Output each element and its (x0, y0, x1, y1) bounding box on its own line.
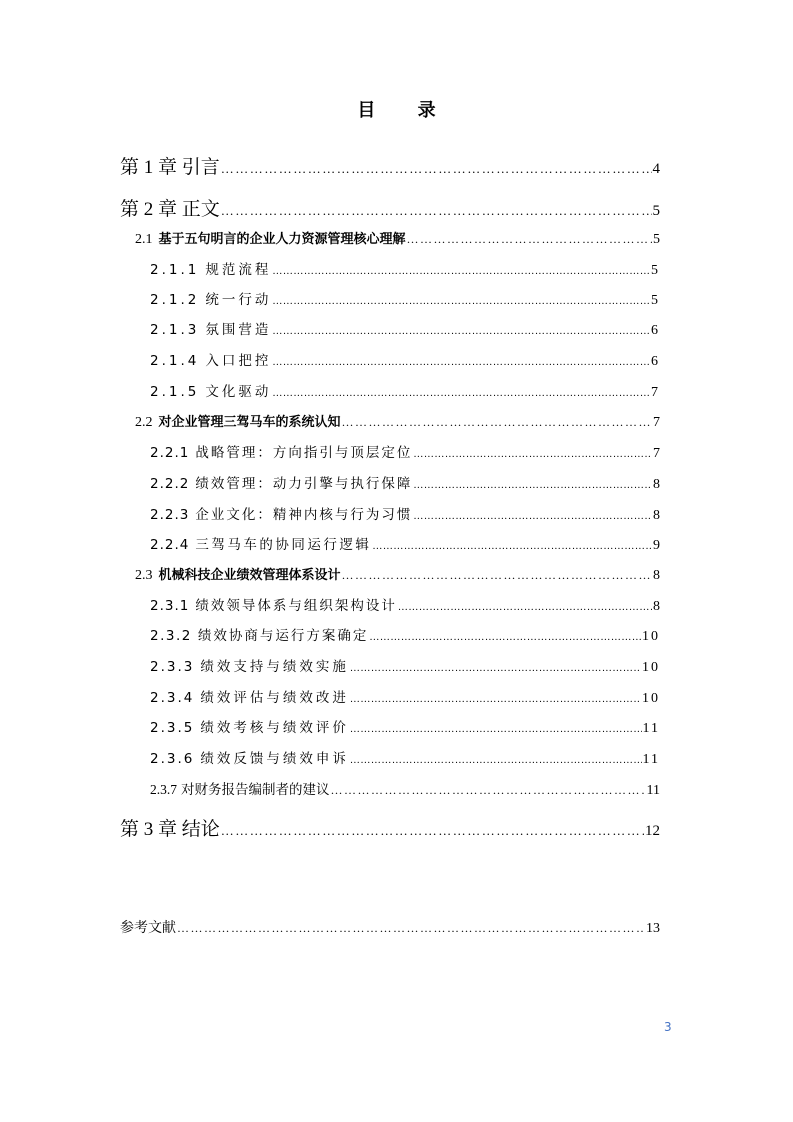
toc-entry-page: 8 (653, 508, 660, 523)
toc-title: 目 录 (357, 100, 454, 121)
toc-entry-2-2-2[interactable] (150, 472, 660, 493)
dot-leader (272, 326, 650, 337)
toc-entry-number: 2.2.1 (150, 445, 190, 461)
dot-leader (350, 724, 642, 735)
toc-entry-page: 12 (645, 823, 660, 839)
toc-entry-page: 7 (651, 385, 660, 400)
dot-leader (272, 266, 650, 277)
toc-entry-page: 10 (642, 691, 660, 706)
toc-entry-text: 基于五句明言的企业人力资源管理核心理解 (158, 232, 406, 247)
toc-entry-section-2-3[interactable] (135, 564, 660, 584)
toc-entry-page: 10 (642, 660, 660, 675)
toc-entry-number: 2.1.3 (150, 322, 200, 338)
toc-entry-number: 2.2.2 (150, 476, 190, 492)
toc-entry-page: 7 (653, 446, 660, 461)
toc-entry-text: 机械科技企业绩效管理体系设计 (158, 568, 341, 583)
toc-entry-text: 正文 (181, 199, 220, 220)
toc-entry-2-1-2[interactable] (150, 288, 660, 309)
toc-entry-2-3-4[interactable] (150, 686, 660, 707)
toc-entry-2-3-5[interactable] (150, 716, 660, 737)
dot-leader (342, 415, 652, 430)
dot-leader (369, 632, 641, 643)
toc-entry-text: 引言 (181, 157, 220, 178)
toc-entry-number: 2.3.1 (150, 598, 190, 614)
toc-entry-text: 绩效管理：动力引擎与执行保障 (195, 476, 413, 492)
toc-entry-page: 5 (653, 232, 660, 247)
toc-entry-page: 6 (651, 323, 660, 338)
toc-entry-2-3-2[interactable] (150, 624, 660, 645)
dot-leader (177, 921, 645, 936)
toc-entry-number: 2.3.2 (150, 628, 192, 644)
dot-leader (407, 232, 652, 247)
toc-entry-text: 入口把控 (205, 353, 272, 369)
toc-entry-text: 规范流程 (205, 262, 272, 278)
toc-entry-2-3-1[interactable] (150, 594, 660, 615)
toc-entry-2-2-1[interactable] (150, 441, 660, 462)
toc-entry-page: 6 (651, 354, 660, 369)
dot-leader (350, 755, 642, 766)
toc-entry-section-2-2[interactable] (135, 411, 660, 431)
toc-entry-number: 2.3.3 (150, 659, 195, 675)
toc-entry-text: 统一行动 (205, 292, 272, 308)
dot-leader (413, 511, 652, 522)
toc-entry-number: 2.3.4 (150, 690, 195, 706)
toc-entry-number: 2.2.4 (150, 537, 190, 553)
toc-entry-number: 2.2 (135, 415, 153, 430)
toc-entry-number: 2.1 (135, 232, 153, 247)
toc-entry-number: 2.3.6 (150, 751, 195, 767)
toc-entry-text: 结论 (181, 819, 220, 840)
toc-entry-text: 战略管理：方向指引与顶层定位 (195, 445, 413, 461)
toc-entry-page: 10 (642, 629, 660, 644)
toc-entry-page: 11 (646, 783, 660, 798)
toc-entry-page: 5 (651, 293, 660, 308)
toc-entry-number: 2.1.5 (150, 384, 200, 400)
toc-entry-number: 2.2.3 (150, 507, 190, 523)
page-number: 3 (664, 1020, 672, 1034)
toc-entry-number: 2.3.5 (150, 720, 195, 736)
toc-entry-text: 对企业管理三驾马车的系统认知 (158, 415, 341, 430)
toc-entry-2-3-6[interactable] (150, 747, 660, 768)
dot-leader (221, 161, 652, 177)
dot-leader (331, 783, 646, 798)
toc-entry-page: 8 (653, 568, 660, 583)
toc-entry-text: 绩效协商与运行方案确定 (197, 628, 369, 644)
toc-entry-text: 三驾马车的协同运行逻辑 (195, 537, 372, 553)
toc-entry-2-2-3[interactable] (150, 503, 660, 524)
toc-entry-2-1-3[interactable] (150, 318, 660, 339)
dot-leader (398, 602, 652, 613)
toc-entry-number: 2.3 (135, 568, 153, 583)
toc-entry-2-3-3[interactable] (150, 655, 660, 676)
toc-entry-2-1-1[interactable] (150, 258, 660, 279)
dot-leader (342, 568, 652, 583)
dot-leader (350, 663, 641, 674)
dot-leader (413, 449, 652, 460)
toc-entry-page: 8 (653, 599, 660, 614)
toc-entry-chapter-2[interactable] (120, 194, 660, 221)
toc-entry-number: 2.1.4 (150, 353, 200, 369)
toc-entry-text: 绩效支持与绩效实施 (200, 659, 349, 675)
toc-entry-number: 第 3 章 (120, 819, 178, 840)
toc-entry-page: 11 (642, 721, 660, 736)
dot-leader (272, 388, 650, 399)
toc-entry-text: 绩效反馈与绩效申诉 (200, 751, 349, 767)
dot-leader (272, 357, 650, 368)
toc-entry-2-3-7[interactable] (150, 778, 660, 799)
dot-leader (350, 694, 641, 705)
toc-entry-chapter-1[interactable] (120, 152, 660, 179)
toc-entry-page: 8 (653, 477, 660, 492)
dot-leader (372, 541, 652, 552)
toc-entry-page: 5 (652, 203, 660, 219)
toc-entry-page: 11 (642, 752, 660, 767)
toc-entry-text: 绩效领导体系与组织架构设计 (195, 598, 397, 614)
dot-leader (272, 296, 650, 307)
toc-entry-number: 2.1.1 (150, 262, 200, 278)
toc-entry-text: 企业文化：精神内核与行为习惯 (195, 507, 413, 523)
toc-entry-chapter-3[interactable] (120, 814, 660, 841)
toc-entry-2-2-4[interactable] (150, 533, 660, 554)
toc-entry-page: 7 (653, 415, 660, 430)
toc-entry-2-1-5[interactable] (150, 380, 660, 401)
toc-entry-page: 5 (651, 263, 660, 278)
toc-entry-section-2-1[interactable] (135, 228, 660, 248)
toc-entry-references[interactable] (120, 917, 660, 937)
toc-entry-text: 绩效评估与绩效改进 (200, 690, 349, 706)
toc-entry-text: 参考文献 (120, 920, 176, 936)
toc-entry-page: 13 (646, 921, 660, 936)
toc-entry-text: 绩效考核与绩效评价 (200, 720, 349, 736)
toc-entry-number: 2.1.2 (150, 292, 200, 308)
dot-leader (221, 823, 644, 839)
dot-leader (221, 203, 652, 219)
toc-entry-number: 2.3.7 (150, 782, 177, 797)
toc-entry-text: 氛围营造 (205, 322, 272, 338)
toc-entry-text: 对财务报告编制者的建议 (181, 782, 330, 798)
toc-entry-page: 4 (652, 161, 660, 177)
dot-leader (413, 480, 652, 491)
toc-entry-page: 9 (653, 538, 660, 553)
toc-entry-number: 第 1 章 (120, 157, 178, 178)
toc-entry-text: 文化驱动 (205, 384, 272, 400)
toc-entry-number: 第 2 章 (120, 199, 178, 220)
toc-entry-2-1-4[interactable] (150, 349, 660, 370)
